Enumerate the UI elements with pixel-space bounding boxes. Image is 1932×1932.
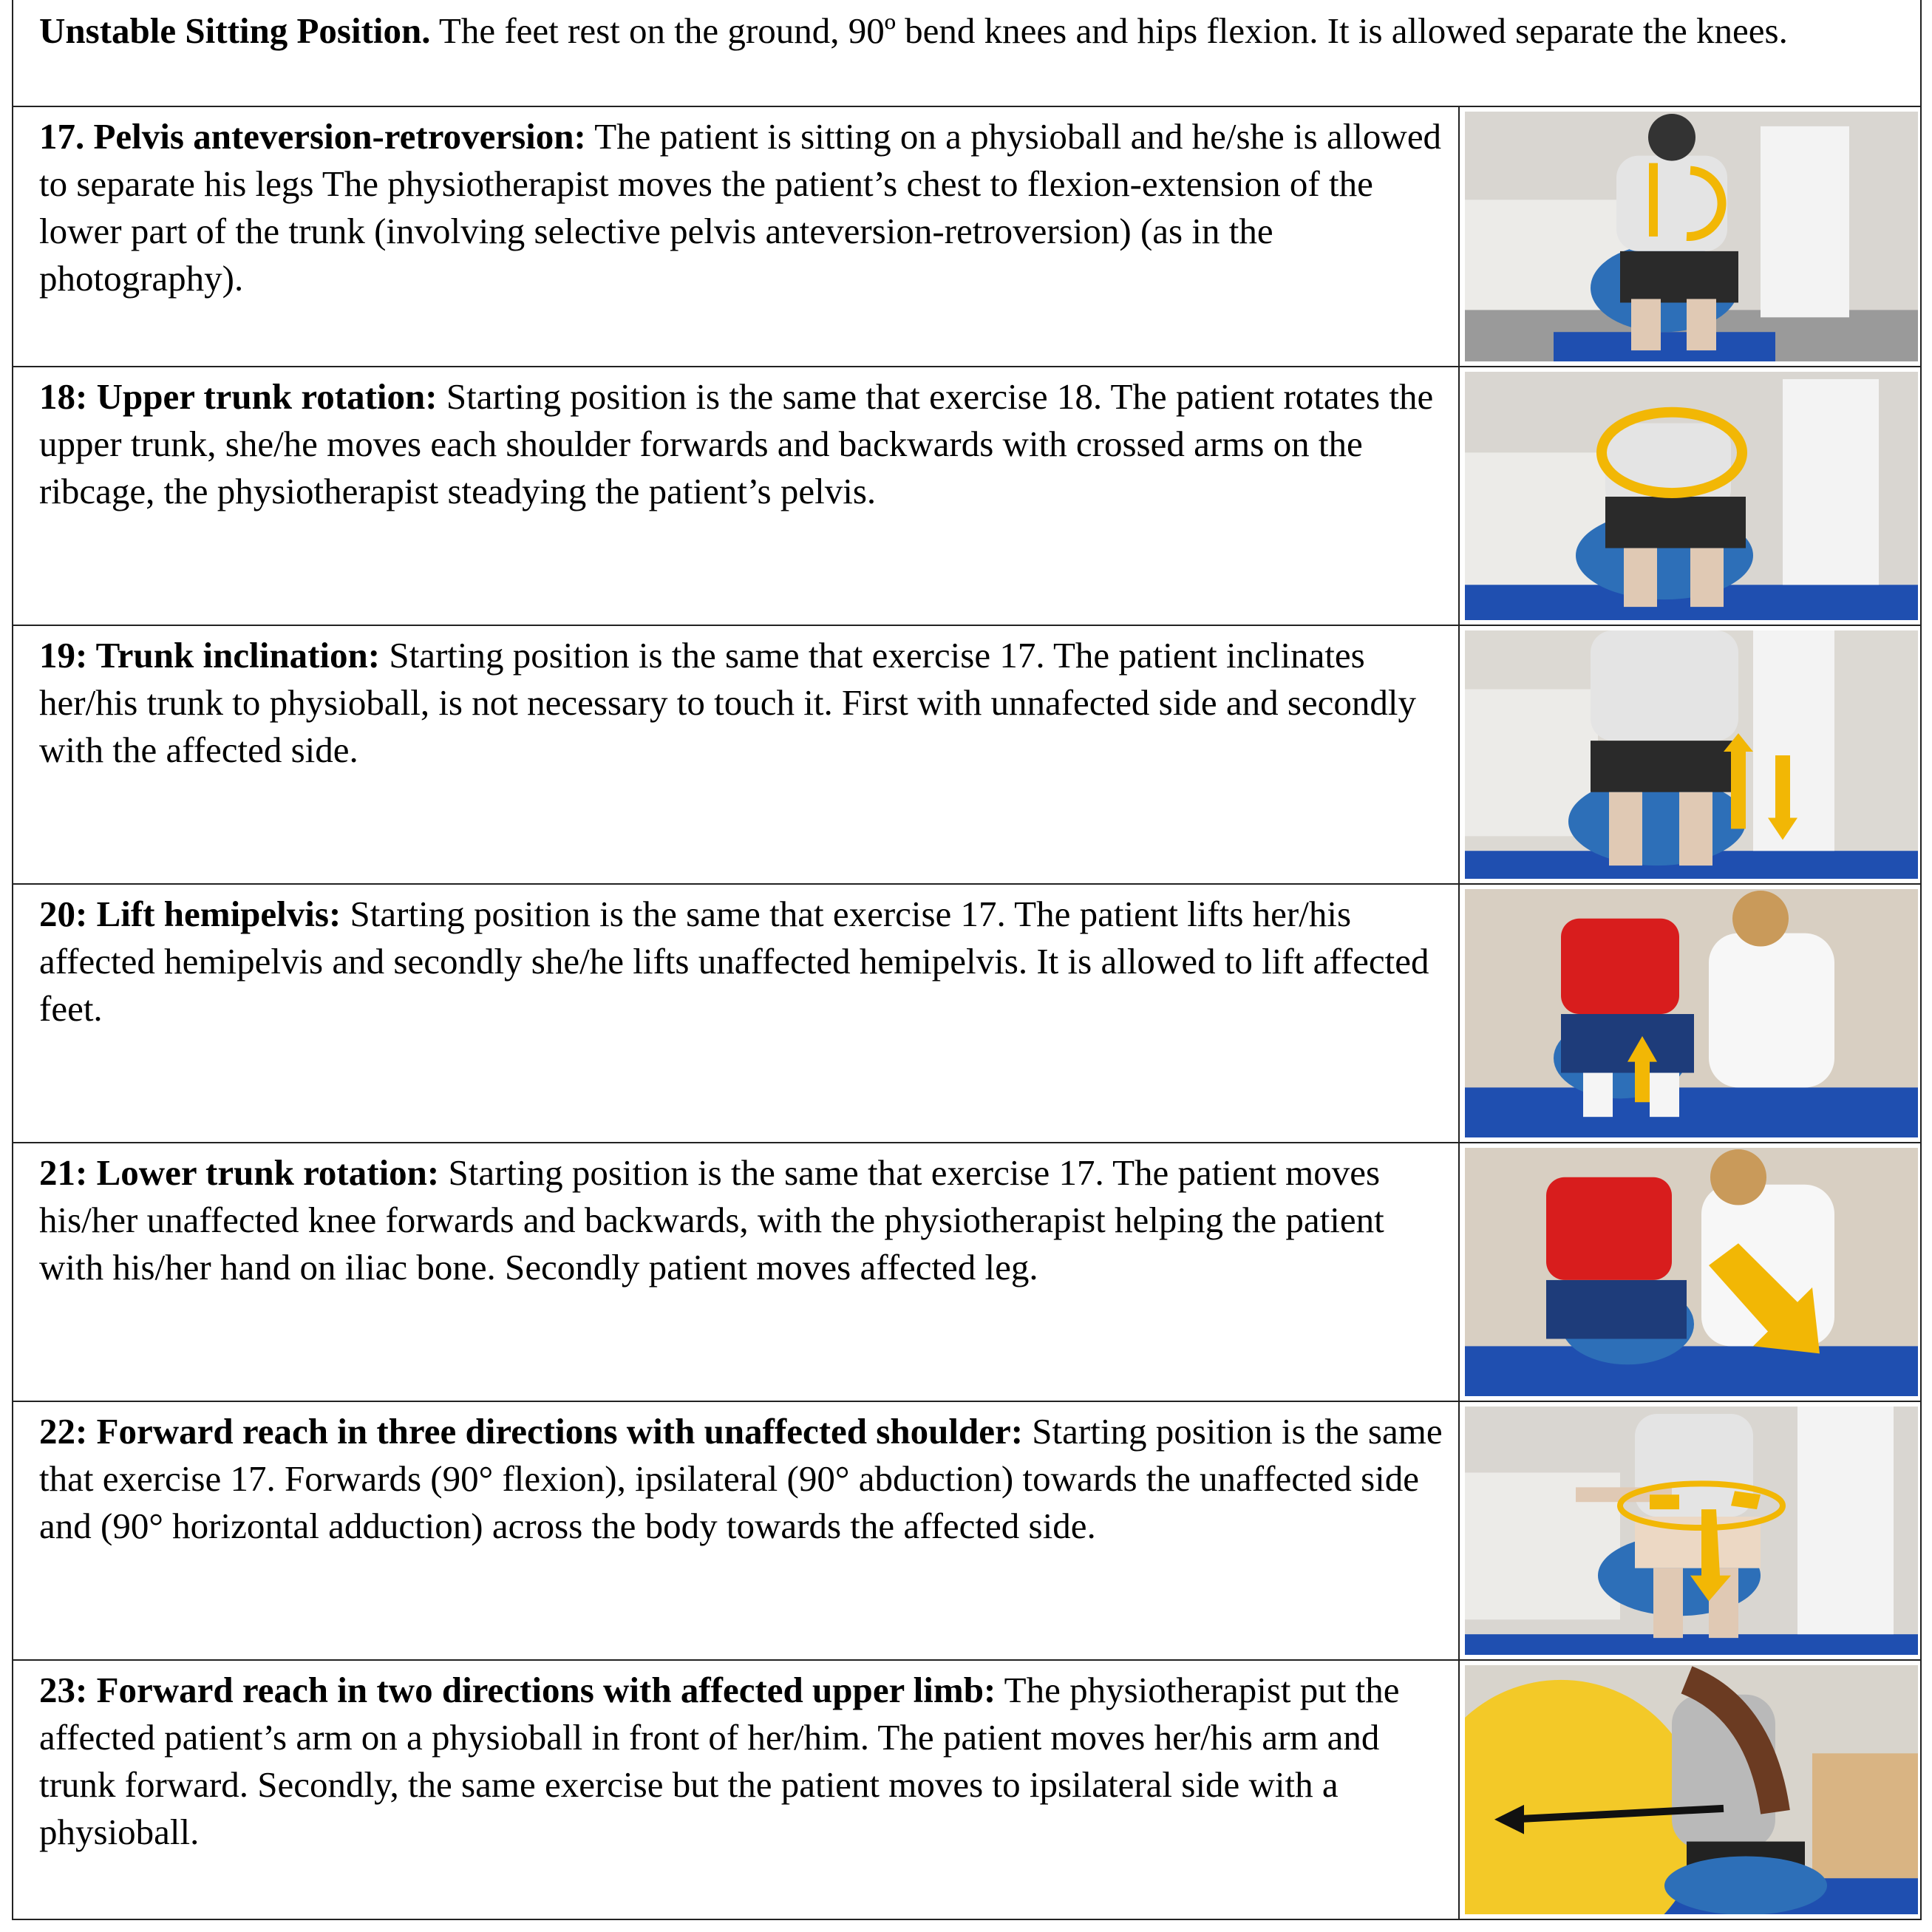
column-divider xyxy=(1458,367,1460,625)
exercise-text xyxy=(39,632,1447,774)
exercise-description: The physiotherapist put the affected patient’s arm on a physioball in front of her/him. The patient moves her/his arm and trunk forward. Secondly, the same exercise but the patient moves to ipsilateral side with a physioball. xyxy=(39,1670,1400,1852)
exercise-row-22 xyxy=(12,1402,1922,1661)
column-divider xyxy=(1458,626,1460,883)
column-divider xyxy=(1458,1143,1460,1401)
table-header-row xyxy=(12,0,1922,107)
exercise-description: Starting position is the same that exercise 17. The patient inclinates her/his trunk to physioball, is not necessary to touch it. First with unnafected side and secondly with the affected side. xyxy=(39,635,1417,770)
exercise-photo xyxy=(1465,630,1918,879)
header-title: Unstable Sitting Position. xyxy=(39,10,431,51)
column-divider xyxy=(1458,1402,1460,1659)
exercise-photo xyxy=(1465,1665,1918,1914)
exercise-title: 19: Trunk inclination: xyxy=(39,635,381,676)
exercise-title: 20: Lift hemipelvis: xyxy=(39,894,341,934)
exercise-description: Starting position is the same that exercise 17. The patient moves his/her unaffected knee forwards and backwards, with the physiotherapist helping the patient with his/her hand on iliac bone. Secondly patient moves affected leg. xyxy=(39,1152,1384,1288)
exercise-title: 21: Lower trunk rotation: xyxy=(39,1152,440,1193)
exercise-text xyxy=(39,1667,1447,1856)
exercise-description: Starting position is the same that exercise 18. The patient rotates the upper trunk, she/he moves each shoulder forwards and backwards with crossed arms on the ribcage, the physiotherapist steadying the patient’s pelvis. xyxy=(39,376,1434,511)
column-divider xyxy=(1458,1661,1460,1919)
exercise-title: 17. Pelvis anteversion-retroversion: xyxy=(39,116,586,157)
exercise-text xyxy=(39,373,1447,515)
exercise-row-23 xyxy=(12,1661,1922,1920)
exercise-row-17 xyxy=(12,107,1922,367)
exercise-text xyxy=(39,891,1447,1033)
exercise-description: The patient is sitting on a physioball and he/she is allowed to separate his legs The physiotherapist moves the patient’s chest to flexion-extension of the lower part of the trunk (involving selective pelvis anteversion-retroversion) (as in the photography). xyxy=(39,116,1442,299)
header-text xyxy=(39,7,1894,55)
exercise-title: 23: Forward reach in two directions with affected upper limb: xyxy=(39,1670,996,1710)
exercise-description: Starting position is the same that exercise 17. Forwards (90° flexion), ipsilateral (90° abduction) towards the unaffected side and (90° horizontal adduction) across the body towards the affected side. xyxy=(39,1411,1443,1546)
exercise-text xyxy=(39,113,1447,302)
exercise-photo xyxy=(1465,889,1918,1137)
exercise-title: 22: Forward reach in three directions with unaffected shoulder: xyxy=(39,1411,1024,1452)
exercise-description: Starting position is the same that exercise 17. The patient lifts her/his affected hemipelvis and secondly she/he lifts unaffected hemipelvis. It is allowed to lift affected feet. xyxy=(39,894,1429,1029)
column-divider xyxy=(1458,885,1460,1142)
exercise-row-21 xyxy=(12,1143,1922,1402)
exercise-title: 18: Upper trunk rotation: xyxy=(39,376,438,417)
exercise-text xyxy=(39,1408,1447,1550)
column-divider xyxy=(1458,107,1460,366)
exercise-row-19 xyxy=(12,626,1922,885)
exercise-row-18 xyxy=(12,367,1922,626)
exercise-photo xyxy=(1465,372,1918,620)
exercise-photo xyxy=(1465,1407,1918,1655)
exercise-photo xyxy=(1465,1148,1918,1396)
header-description: The feet rest on the ground, 90º bend knees and hips flexion. It is allowed separate the knees. xyxy=(430,10,1788,51)
exercise-table xyxy=(12,0,1922,1920)
exercise-text xyxy=(39,1149,1447,1291)
exercise-photo xyxy=(1465,112,1918,361)
exercise-row-20 xyxy=(12,885,1922,1143)
